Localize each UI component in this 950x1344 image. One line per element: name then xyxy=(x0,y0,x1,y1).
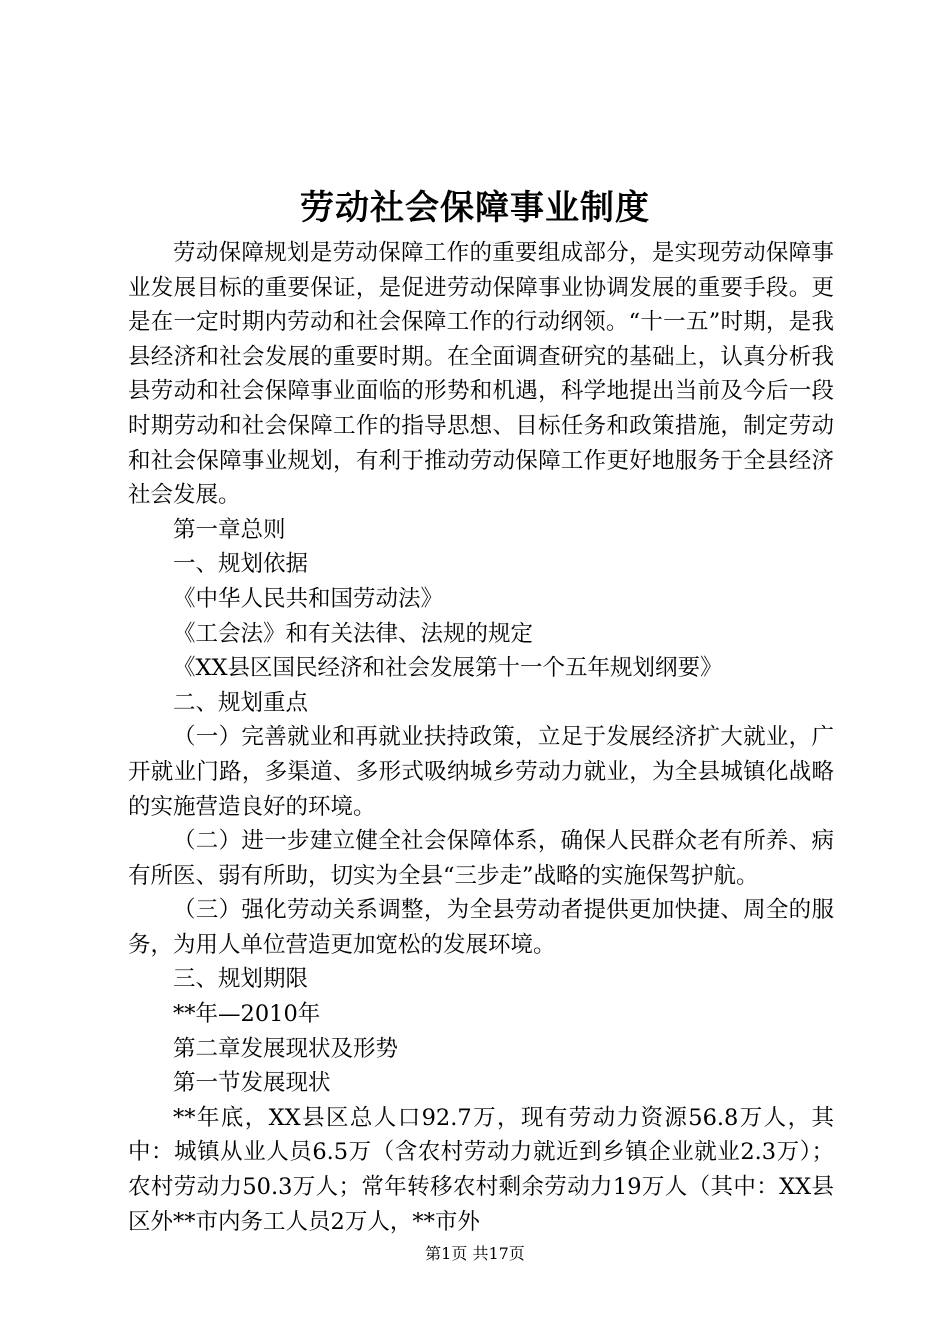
paragraph-status: **年底，XX县区总人口92.7万，现有劳动力资源56.8万人，其中：城镇从业人员6.5万（含农村劳动力就近到乡镇企业就业2.3万）；农村劳动力50.3万人；常年转移农村剩余劳动力19万人（其中：XX县区外**市内务工人员2万人，**市外 xyxy=(128,1104,834,1235)
document-body xyxy=(128,236,834,1239)
paragraph-item: （一）完善就业和再就业扶持政策，立足于发展经济扩大就业，广开就业门路，多渠道、多形式吸纳城乡劳动力就业，为全县城镇化战略的实施营造良好的环境。 xyxy=(128,724,834,820)
reference-item: 《工会法》和有关法律、法规的规定 xyxy=(173,620,534,647)
section-heading: 一、规划依据 xyxy=(173,551,309,578)
document-title: 劳动社会保障事业制度 xyxy=(300,188,650,228)
paragraph-item: （二）进一步建立健全社会保障体系，确保人民群众老有所养、病有所医、弱有所助，切实为全县“三步走”战略的实施保驾护航。 xyxy=(128,828,834,889)
chapter-heading: 第二章发展现状及形势 xyxy=(173,1035,399,1062)
chapter-heading: 第一章总则 xyxy=(173,516,286,543)
section-heading: 二、规划重点 xyxy=(173,689,309,716)
section-heading: 三、规划期限 xyxy=(173,966,309,993)
subsection-heading: 第一节发展现状 xyxy=(173,1070,331,1097)
reference-item: 《中华人民共和国劳动法》 xyxy=(173,585,444,612)
paragraph-item: （三）强化劳动关系调整，为全县劳动者提供更加快捷、周全的服务，为用人单位营造更加宽松的发展环境。 xyxy=(128,897,834,958)
period-text: **年—2010年 xyxy=(173,1001,321,1028)
page-footer: 第1页 共17页 xyxy=(425,1244,525,1263)
paragraph-intro: 劳动保障规划是劳动保障工作的重要组成部分，是实现劳动保障事业发展目标的重要保证，是促进劳动保障事业协调发展的重要手段。更是在一定时期内劳动和社会保障工作的行动纲领。“十一五”时期，是我县经济和社会发展的重要时期。在全面调查研究的基础上，认真分析我县劳动和社会保障事业面临的形势和机遇，科学地提出当前及今后一段时期劳动和社会保障工作的指导思想、目标任务和政策措施，制定劳动和社会保障事业规划，有利于推动劳动保障工作更好地服务于全县经济社会发展。 xyxy=(128,240,834,509)
reference-item: 《XX县区国民经济和社会发展第十一个五年规划纲要》 xyxy=(173,655,723,682)
